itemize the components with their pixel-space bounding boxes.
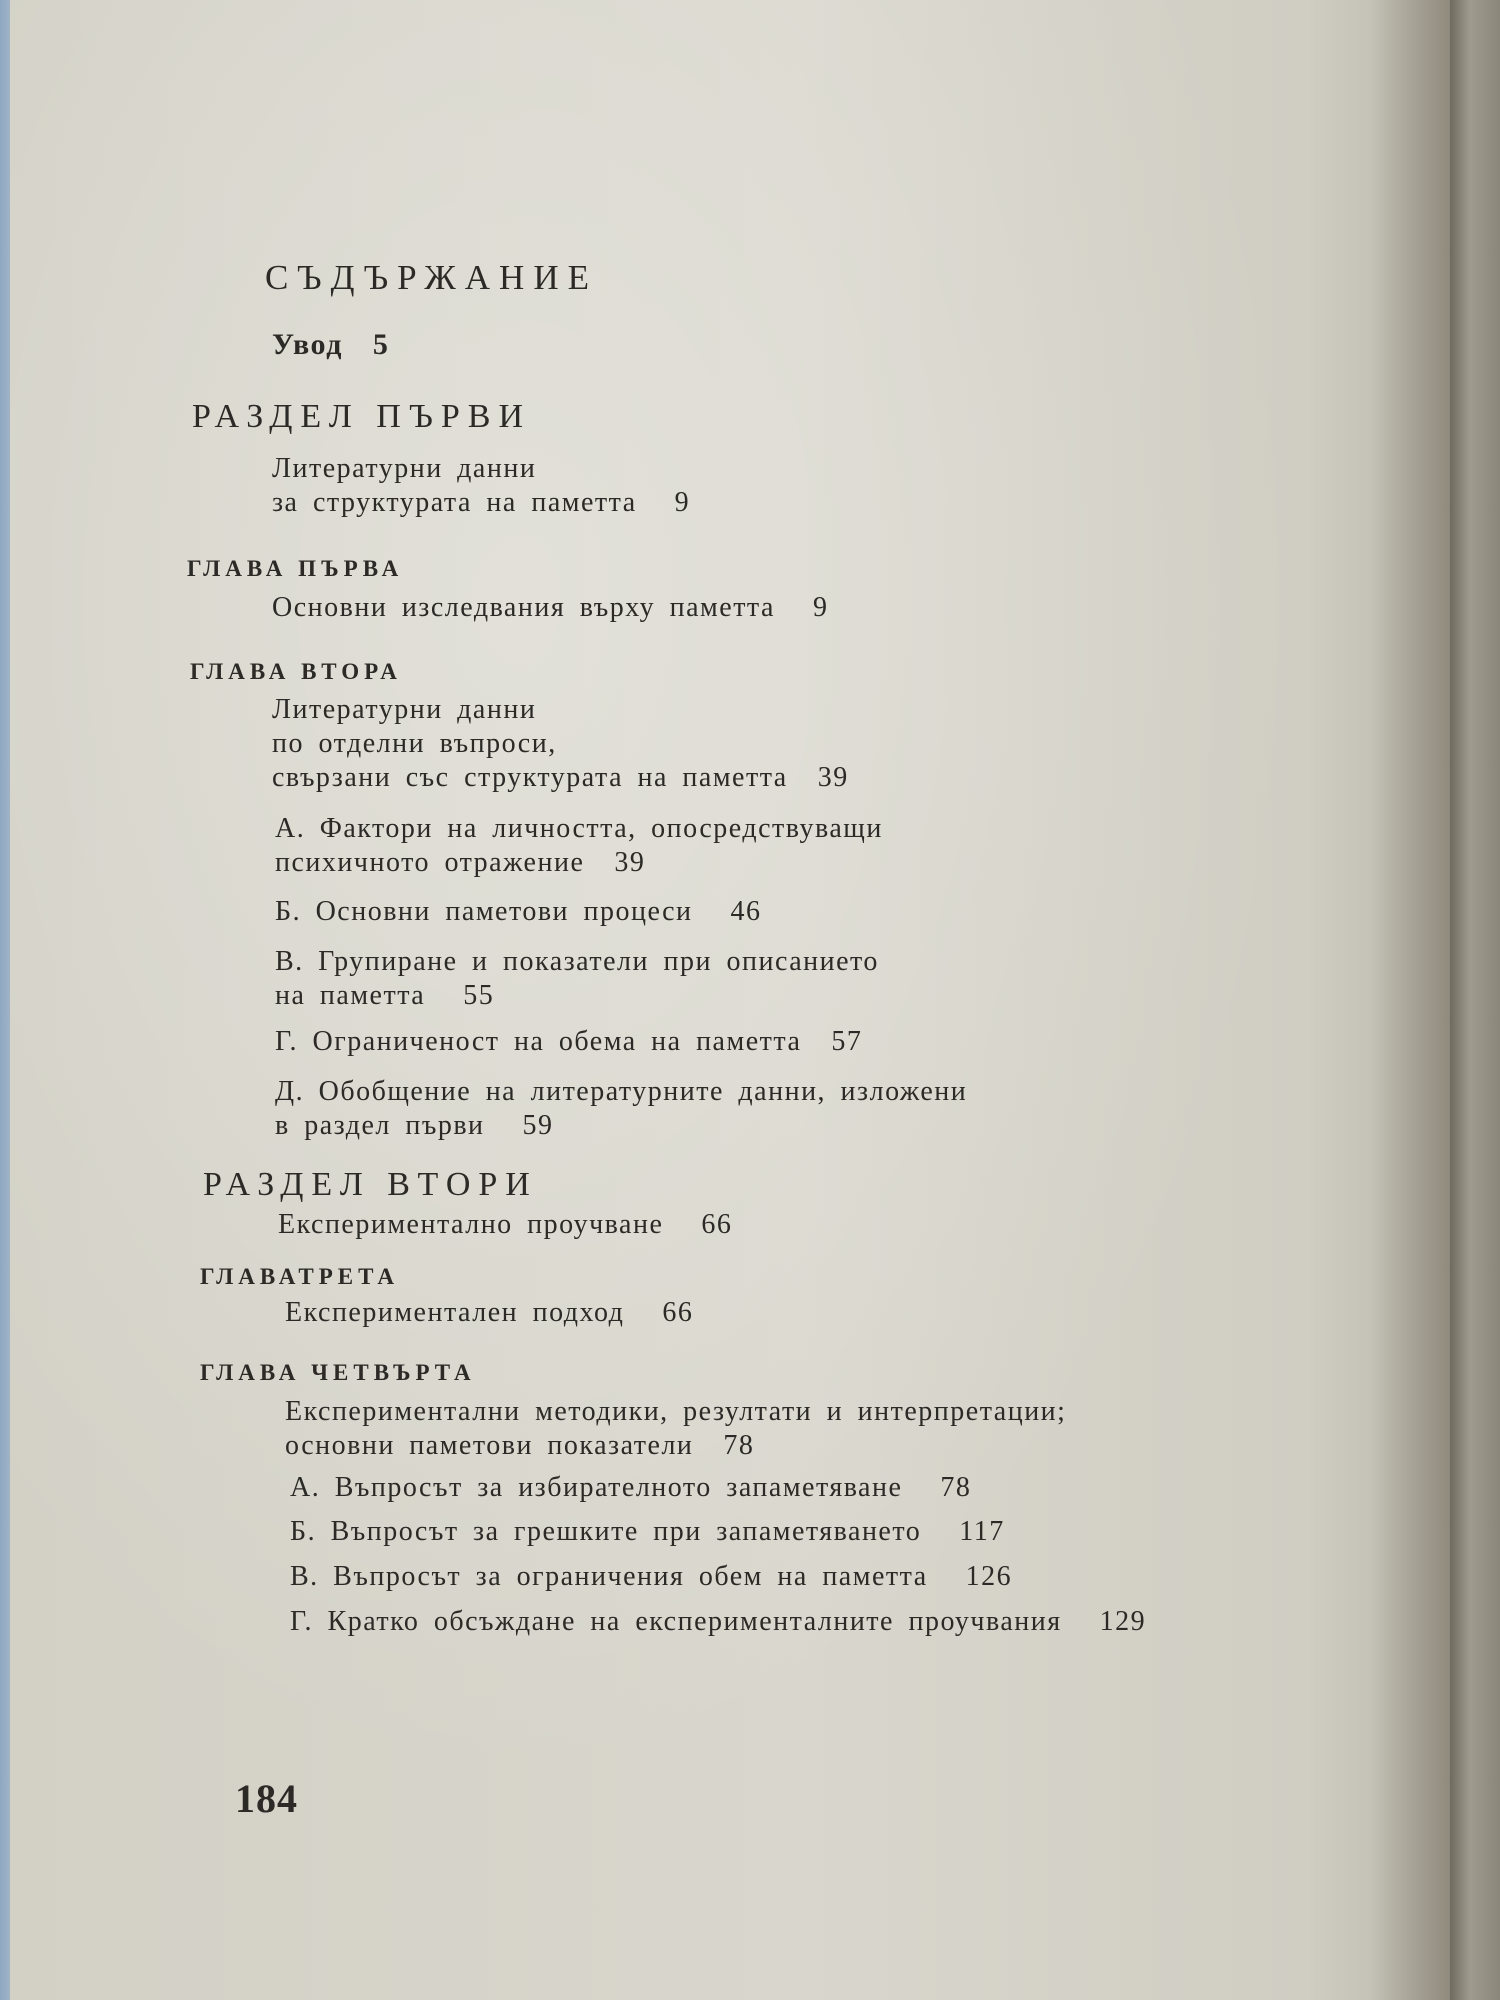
entry-line: Б. Въпросът за грешките при запаметяването 117	[290, 1516, 1005, 1547]
entry-page: 78	[940, 1472, 972, 1503]
toc-entry-chapter-third	[285, 1296, 693, 1330]
chapter-heading-fourth: ГЛАВА ЧЕТВЪРТА	[200, 1360, 476, 1385]
entry-page: 9	[674, 487, 691, 518]
toc-entry-section-second	[278, 1208, 732, 1242]
entry-line: В. Въпросът за ограничения обем на паметта 126	[290, 1561, 1013, 1592]
entry-page: 78	[723, 1430, 755, 1461]
entry-page: 46	[730, 896, 762, 927]
toc-entry-intro	[272, 328, 389, 362]
book-page	[10, 0, 1450, 2000]
toc-subentry-4c	[290, 1560, 1012, 1594]
toc-subentry-2d	[275, 1025, 862, 1059]
entry-line: Г. Кратко обсъждане на експерименталните проучвания 129	[290, 1606, 1147, 1637]
chapter-heading-first: ГЛАВА ПЪРВА	[187, 556, 404, 581]
toc-subentry-4b	[290, 1515, 1005, 1549]
toc-subentry-2b	[275, 895, 762, 929]
entry-page: 59	[522, 1110, 554, 1141]
entry-page: 66	[662, 1297, 694, 1328]
entry-page: 126	[965, 1561, 1013, 1592]
entry-page: 57	[831, 1026, 863, 1057]
entry-page: 39	[817, 762, 849, 793]
entry-line: Експериментално проучване 66	[278, 1209, 733, 1240]
entry-line: Д. Обобщение на литературните данни, изложени	[275, 1076, 968, 1107]
entry-page: 117	[959, 1516, 1005, 1547]
toc-subentry-4d	[290, 1605, 1146, 1639]
toc-entry-chapter-second	[272, 693, 849, 795]
entry-line: Литературни данни	[272, 453, 537, 484]
chapter-heading-third: ГЛАВАТРЕТА	[200, 1264, 399, 1289]
toc-subentry-2a	[275, 812, 883, 880]
entry-line: Г. Ограниченост на обема на паметта 57	[275, 1026, 863, 1057]
section-heading-first: РАЗДЕЛ ПЪРВИ	[192, 398, 531, 435]
entry-line: основни паметови показатели 78	[285, 1430, 755, 1461]
entry-page: 5	[372, 328, 390, 361]
toc-subentry-2e	[275, 1075, 967, 1143]
toc-subentry-2c	[275, 945, 879, 1013]
entry-line: за структурата на паметта 9	[272, 487, 691, 518]
toc-entry-section-first	[272, 452, 690, 520]
entry-page: 66	[701, 1209, 733, 1240]
entry-line: Литературни данни	[272, 694, 537, 725]
toc-entry-chapter-fourth	[285, 1395, 1066, 1463]
section-heading-second: РАЗДЕЛ ВТОРИ	[203, 1166, 538, 1203]
toc-subentry-4a	[290, 1471, 971, 1505]
entry-line: А. Въпросът за избирателното запаметяване 78	[290, 1472, 972, 1503]
spine-shadow	[1370, 0, 1450, 2000]
chapter-heading-second: ГЛАВА ВТОРА	[190, 659, 402, 684]
page-number: 184	[235, 1776, 298, 1821]
entry-line: А. Фактори на личността, опосредствуващи	[275, 813, 883, 844]
entry-line: Б. Основни паметови процеси 46	[275, 896, 762, 927]
entry-line: в раздел първи 59	[275, 1110, 554, 1141]
entry-line: Основни изследвания върху паметта 9	[272, 592, 829, 623]
toc-title: СЪДЪРЖАНИЕ	[265, 258, 598, 297]
entry-line: Експериментален подход 66	[285, 1297, 694, 1328]
entry-line: по отделни въпроси,	[272, 728, 557, 759]
entry-line: В. Групиране и показатели при описанието	[275, 946, 879, 977]
binding-gap	[1450, 0, 1500, 2000]
toc-entry-chapter-first	[272, 591, 828, 625]
entry-line: Експериментални методики, резултати и интерпретации;	[285, 1396, 1067, 1427]
entry-label: Увод	[272, 328, 343, 361]
entry-page: 129	[1099, 1606, 1147, 1637]
entry-page: 39	[614, 847, 646, 878]
entry-line: на паметта 55	[275, 980, 495, 1011]
entry-line: психичното отражение 39	[275, 847, 646, 878]
entry-page: 9	[812, 592, 829, 623]
entry-page: 55	[463, 980, 495, 1011]
entry-line: свързани със структурата на паметта 39	[272, 762, 849, 793]
